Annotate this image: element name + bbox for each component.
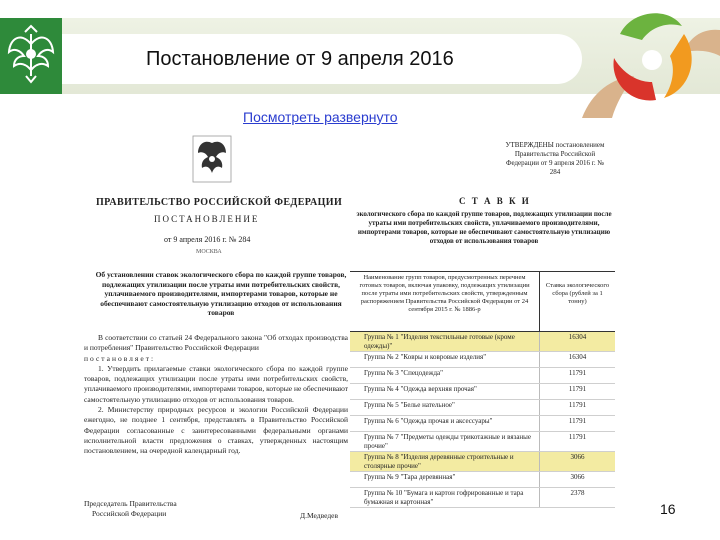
table-row (350, 472, 615, 488)
group-rate: 11791 (568, 433, 587, 441)
column-header-groups: Наименование групп товаров, предусмотренных перечнем готовых товаров, включая упаковку, подлежащих утилизации после утраты ими потребительских свойств, утвержденным распоряжением Правительства Российской Федерации от 24 сентября 2015 г. № 1886-р (350, 272, 540, 331)
page-number: 16 (660, 501, 676, 517)
group-rate: 11791 (568, 369, 587, 377)
column-header-rate: Ставка экологического сбора (рублей за 1 тонну) (545, 282, 610, 305)
document-city: МОСКВА (196, 249, 222, 255)
slide-title: Постановление от 9 апреля 2016 (146, 48, 454, 70)
table-row (350, 432, 615, 452)
body-paragraph: В соответствии со статьей 24 Федерального закона "Об отходах производства и потребления" Правительство Российской Федерации (84, 333, 348, 353)
group-name: Группа № 2 "Ковры и ковровые изделия" (350, 352, 540, 367)
chairman-title (84, 499, 177, 519)
table-row (350, 352, 615, 368)
group-name: Группа № 7 "Предметы одежды трикотажные и вязаные прочие" (350, 432, 540, 451)
government-heading: ПРАВИТЕЛЬСТВО РОССИЙСКОЙ ФЕДЕРАЦИИ (96, 197, 343, 208)
group-name: Группа № 5 "Белье нательное" (350, 400, 540, 415)
group-rate: 11791 (568, 401, 587, 409)
body-paragraph: 2. Министерству природных ресурсов и экологии Российской Федерации ежегодно, не позднее 1 сентября, представлять в Правительство Российской Федерации согласованные с заинтересованными федеральными органами исполнительной власти предложения о ставках, утвержденных настоящим постановлением, на очередной календарный год. (84, 405, 348, 456)
group-rate: 16304 (568, 333, 587, 341)
view-expanded-link[interactable]: Посмотреть развернуто (243, 109, 398, 125)
table-row (350, 452, 615, 472)
slide-header (0, 0, 720, 100)
approved-stamp: УТВЕРЖДЕНЫ постановлением Правительства Российской Федерации от 9 апреля 2016 г. № 284 (505, 141, 605, 176)
table-row (350, 488, 615, 508)
coat-of-arms-icon (192, 135, 232, 183)
group-rate: 11791 (568, 385, 587, 393)
rates-table (350, 271, 615, 508)
eco-hands-logo-icon (572, 0, 720, 118)
body-paragraph: 1. Утвердить прилагаемые ставки экологического сбора по каждой группе товаров, подлежащих утилизации после утраты ими потребительских свойств, уплачиваемого производителями, импортерами товаров, которые не обеспечивают самостоятельную утилизацию отходов от использования товаров. (84, 363, 348, 404)
document-body (84, 333, 348, 457)
document-date: от 9 апреля 2016 г. № 284 (164, 235, 251, 244)
group-name: Группа № 1 "Изделия текстильные готовые (кроме одежды)" (350, 332, 540, 351)
group-name: Группа № 10 "Бумага и картон гофрированные и тара бумажная и картонная" (350, 488, 540, 507)
table-row (350, 400, 615, 416)
signature-name: Д.Медведев (300, 511, 339, 520)
group-rate: 16304 (568, 353, 587, 361)
group-rate: 3066 (570, 453, 585, 461)
table-row (350, 332, 615, 352)
chairman-line: Российской Федерации (92, 509, 167, 518)
group-name: Группа № 8 "Изделия деревянные строительные и столярные прочие" (350, 452, 540, 471)
group-name: Группа № 6 "Одежда прочая и аксессуары" (350, 416, 540, 431)
group-name: Группа № 4 "Одежда верхняя прочая" (350, 384, 540, 399)
rates-description: экологического сбора по каждой группе товаров, подлежащих утилизации после утраты ими потребительских свойств, уплачиваемого производителями, импортерами товаров, которые не обеспечивают самостоятельную утилизацию отходов от использования товаров (356, 210, 612, 245)
document-type: ПОСТАНОВЛЕНИЕ (154, 214, 260, 224)
document-subject: Об установлении ставок экологического сбора по каждой группе товаров, подлежащих утилизации после утраты ими потребительских свойств, уплачиваемого производителями, импортерами товаров, которые не обеспечивают самостоятельную утилизацию отходов от использования товаров (95, 270, 347, 317)
group-name: Группа № 9 "Тара деревянная" (350, 472, 540, 487)
chairman-line: Председатель Правительства (84, 499, 177, 508)
table-row (350, 416, 615, 432)
group-rate: 3066 (570, 473, 585, 481)
table-header (350, 272, 615, 332)
group-rate: 11791 (568, 417, 587, 425)
table-row (350, 384, 615, 400)
group-name: Группа № 3 "Спецодежда" (350, 368, 540, 383)
rates-heading: С Т А В К И (459, 196, 531, 206)
group-rate: 2378 (570, 489, 585, 497)
body-paragraph: постановляет: (84, 353, 156, 363)
table-row (350, 368, 615, 384)
double-eagle-emblem-icon (6, 24, 56, 86)
